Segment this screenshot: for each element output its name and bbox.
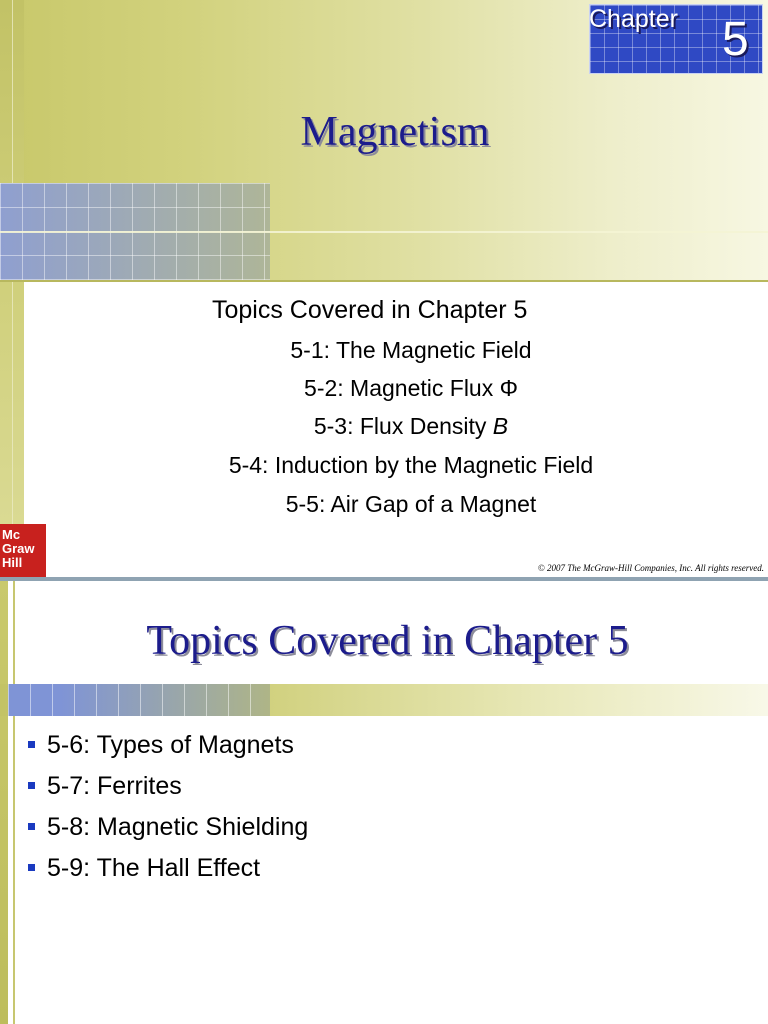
- bullet-text: 5-8: Magnetic Shielding: [47, 813, 309, 841]
- square-bullet-icon: [28, 782, 35, 789]
- topic-item: 5-2: Magnetic Flux Φ: [304, 375, 518, 401]
- decor-line: [0, 231, 768, 233]
- topic-item: 5-4: Induction by the Magnetic Field: [228, 452, 594, 478]
- flux-density-symbol: B: [492, 413, 509, 439]
- square-bullet-icon: [28, 741, 35, 748]
- slide-title: Magnetism: [300, 109, 490, 155]
- bullet-item: [26, 854, 308, 895]
- square-bullet-icon: [28, 864, 35, 871]
- bullet-text: 5-9: The Hall Effect: [47, 854, 261, 882]
- bullet-item: [26, 813, 308, 854]
- copyright-notice: © 2007 The McGraw-Hill Companies, Inc. All rights reserved.: [537, 563, 764, 573]
- bullet-item: [26, 772, 308, 813]
- bullet-text: 5-6: Types of Magnets: [47, 731, 294, 759]
- slide-title: Topics Covered in Chapter 5: [146, 618, 629, 664]
- topic-item: 5-5: Air Gap of a Magnet: [285, 491, 537, 517]
- topic-item: [0, 413, 768, 440]
- grid-decoration: [8, 684, 270, 716]
- square-bullet-icon: [28, 823, 35, 830]
- topic-text: 5-3: Flux Density: [313, 413, 487, 439]
- mcgraw-hill-logo: [0, 524, 46, 577]
- bullet-list: [26, 731, 308, 895]
- bullet-item: [26, 731, 308, 772]
- logo-line: Mc: [2, 527, 21, 542]
- banner-bottom-line: [0, 280, 768, 282]
- bullet-text: 5-7: Ferrites: [47, 772, 182, 800]
- topics-heading: Topics Covered in Chapter 5: [212, 296, 528, 324]
- slide-2: [0, 581, 768, 1024]
- chapter-number: 5: [722, 13, 749, 66]
- topic-item: 5-1: The Magnetic Field: [290, 337, 532, 363]
- logo-line: Graw: [2, 541, 35, 556]
- chapter-label: Chapter: [589, 5, 678, 33]
- logo-line: Hill: [2, 555, 23, 570]
